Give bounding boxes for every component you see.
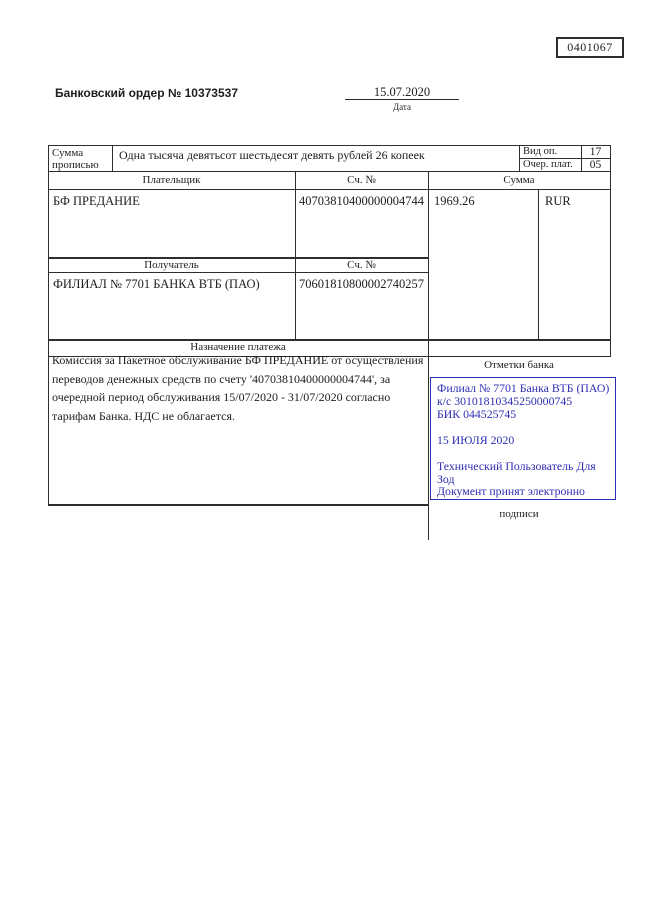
stamp-bik: БИК 044525745: [437, 406, 517, 421]
grid-hline-header-bottom: [48, 189, 610, 190]
grid-hline-row1-bottom: [48, 171, 610, 172]
purpose-header: Назначение платежа: [190, 341, 286, 353]
amount-in-words-label: Сумма прописью: [52, 147, 99, 171]
bank-marks-header: Отметки банка: [484, 359, 554, 371]
receiver-header: Получатель: [144, 259, 199, 271]
form-code-box: [556, 37, 624, 58]
payer-header: Плательщик: [142, 174, 201, 186]
currency-code: RUR: [545, 194, 571, 208]
bank-stamp: [430, 377, 616, 500]
stamp-user-line1: Технический Пользователь Для: [437, 458, 596, 473]
op-type-value: 17: [589, 146, 602, 158]
grid-hline-purpose-bottom: [48, 504, 428, 506]
grid-hline-receiver-hdr-bottom: [48, 272, 428, 273]
receiver-account: 70601810800002740257: [299, 277, 424, 291]
amount-in-words: Одна тысяча девятьсот шестьдесят девять рублей 26 копеек: [119, 148, 425, 162]
grid-vline-op-left: [519, 145, 520, 172]
form-code: 0401067: [567, 40, 613, 54]
grid-vline-left: [48, 145, 49, 505]
grid-vline-sumlabel: [112, 145, 113, 172]
payment-priority-label: Очер. плат.: [523, 159, 573, 170]
grid-vline-currency-col: [538, 189, 539, 340]
receiver-account-header: Сч. №: [347, 259, 376, 271]
date-label: Дата: [393, 102, 411, 112]
grid-vline-account-col: [295, 171, 296, 340]
grid-vline-right: [610, 145, 611, 357]
receiver-name: ФИЛИАЛ № 7701 БАНКА ВТБ (ПАО): [53, 277, 260, 291]
date-value: 15.07.2020: [373, 85, 431, 99]
payer-name: БФ ПРЕДАНИЕ: [53, 194, 140, 208]
amount-value: 1969.26: [434, 194, 475, 208]
signatures-label: подписи: [499, 508, 539, 520]
op-type-label: Вид оп.: [523, 146, 558, 157]
stamp-accepted-note: Документ принят электронно: [437, 484, 585, 499]
stamp-date: 15 ИЮЛЯ 2020: [437, 432, 515, 447]
date-underline: [345, 99, 459, 100]
stamp-branch-name: Филиал № 7701 Банка ВТБ (ПАО): [437, 381, 610, 395]
payer-account: 40703810400000004744: [299, 194, 424, 208]
stamp-corr-account: к/с 30101810345250000745: [437, 393, 573, 408]
sum-header: Сумма: [503, 174, 535, 186]
document-title: Банковский ордер № 10373537: [55, 86, 238, 100]
payment-priority-value: 05: [589, 159, 602, 171]
purpose-text: Комиссия за Пакетное обслуживание БФ ПРЕДАНИЕ от осуществления переводов денежных средств по счету '40703810400000004744', за очередной период обслуживания 15/07/2020 - 31/07/2020 согласно тарифам Банка. НДС не облагается.: [52, 353, 424, 423]
payer-account-header: Сч. №: [347, 174, 376, 186]
stamp-user-line2: Зод: [437, 471, 455, 486]
